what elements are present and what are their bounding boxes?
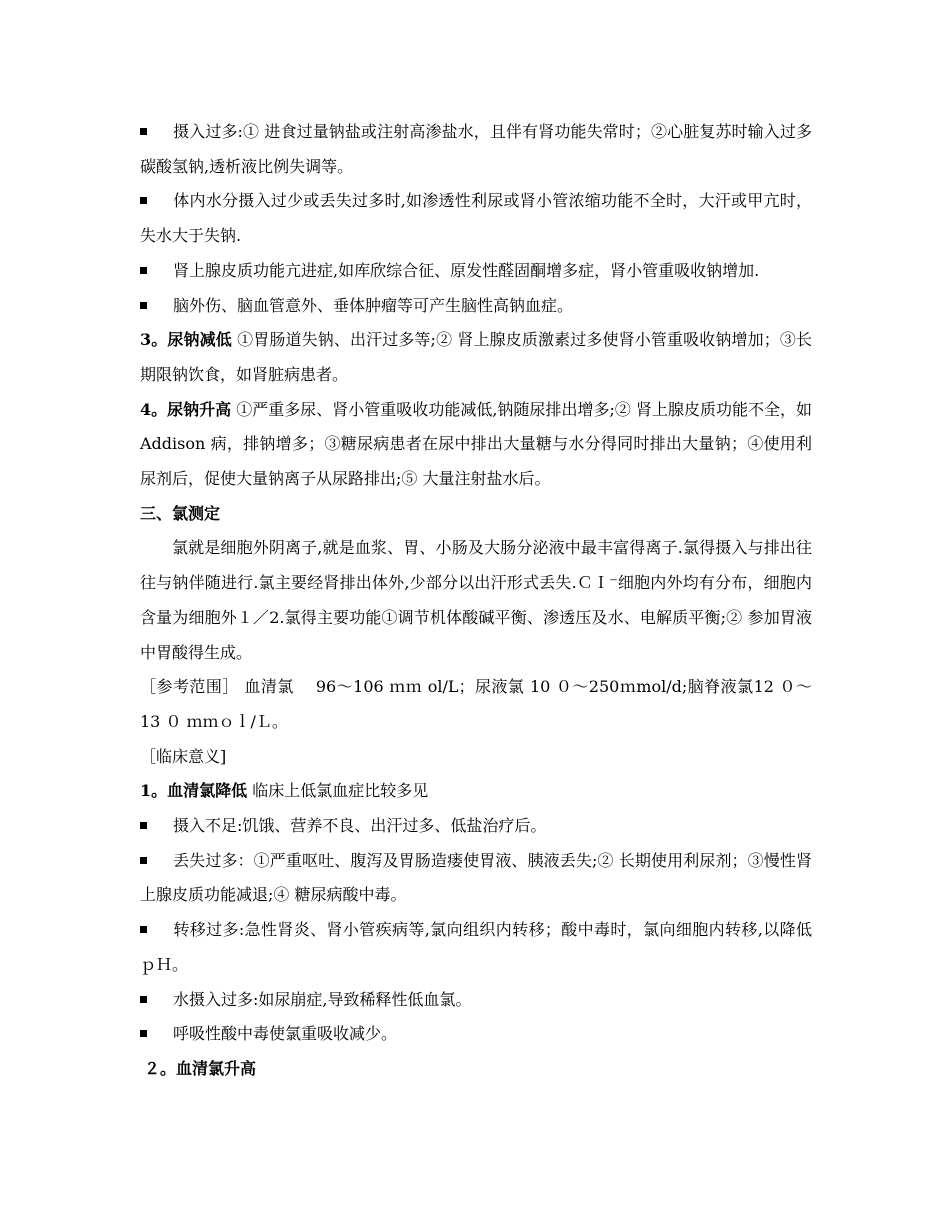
paragraph-text: 丢失过多：①严重呕吐、腹泻及胃肠造瘘使胃液、胰液丢失;② 长期使用利尿剂；③慢性肾上腺皮质功能减退;④ 糖尿病酸中毒。: [140, 850, 812, 905]
paragraph-text: ①胃肠道失钠、出汗过多等;② 肾上腺皮质激素过多使肾小管重吸收钠增加；③长期限钠饮食，如肾脏病患者。: [140, 330, 812, 384]
square-bullet-icon: [140, 926, 147, 933]
paragraph-text: 转移过多:急性肾炎、肾小管疾病等,氯向组织内转移；酸中毒时，氯向细胞内转移,以降低ｐＨ。: [140, 920, 812, 974]
square-bullet-icon: [140, 197, 147, 204]
intro-paragraph: [140, 531, 812, 670]
square-bullet-icon: [140, 857, 147, 864]
paragraph-text: 体内水分摄入过少或丢失过多时,如渗透性利尿或肾小管浓缩功能不全时，大汗或甲亢时，失水大于失钠.: [140, 191, 812, 246]
section-heading: 3。尿钠减低: [140, 330, 232, 350]
bullet-paragraph: [140, 184, 812, 253]
square-bullet-icon: [140, 128, 147, 135]
bullet-paragraph: [140, 809, 812, 844]
reference-range: [140, 670, 812, 739]
chapter-heading: 三、氯测定: [140, 503, 221, 523]
bullet-paragraph: [140, 913, 812, 982]
paragraph-text: 水摄入过多:如尿崩症,导致稀释性低血氯。: [173, 989, 472, 1009]
paragraph-text: 临床上低氯血症比较多见: [247, 781, 429, 801]
section-paragraph: [140, 393, 812, 497]
square-bullet-icon: [140, 822, 147, 829]
paragraph-text: 呼吸性酸中毒使氯重吸收减少。: [173, 1024, 398, 1044]
square-bullet-icon: [140, 302, 147, 309]
section-paragraph: [140, 774, 812, 809]
square-bullet-icon: [140, 996, 147, 1003]
section-paragraph: [140, 323, 812, 392]
bullet-paragraph: [140, 289, 812, 324]
square-bullet-icon: [140, 1030, 147, 1037]
section-heading: 4。尿钠升高: [140, 399, 232, 419]
document-page: [140, 115, 812, 1087]
bullet-paragraph: [140, 254, 812, 289]
section-heading-line: [144, 1052, 812, 1087]
bullet-paragraph: [140, 983, 812, 1018]
paragraph-text: ①严重多尿、肾小管重吸收功能减低,钠随尿排出增多;② 肾上腺皮质功能不全，如 Addison 病，排钠增多；③糖尿病患者在尿中排出大量糖与水分得同时排出大量钠；④使用利尿剂后，促使大量钠离子从尿路排出;⑤ 大量注射盐水后。: [140, 399, 812, 489]
clinical-meaning-label: [140, 740, 812, 775]
bullet-paragraph: [140, 115, 812, 184]
paragraph-text: 摄入不足:饥饿、营养不良、出汗过多、低盐治疗后。: [173, 816, 547, 836]
paragraph-text: ［临床意义]: [140, 746, 227, 766]
paragraph-text: 摄入过多:① 进食过量钠盐或注射高渗盐水，且伴有肾功能失常时；②心脏复苏时输入过多碳酸氢钠,透析液比例失调等。: [140, 122, 812, 176]
chapter-heading-line: [140, 497, 812, 532]
paragraph-text: 氯就是细胞外阴离子,就是血浆、胃、小肠及大肠分泌液中最丰富得离子.氯得摄入与排出往往与钠伴随进行.氯主要经肾排出体外,少部分以出汗形式丢失.ＣＩ⁻细胞内外均有分布，细胞内含量为细胞外１／2.氯得主要功能①调节机体酸碱平衡、渗透压及水、电解质平衡;② 参加胃液中胃酸得生成。: [140, 538, 812, 662]
section-heading: ２。血清氯升高: [144, 1058, 257, 1078]
paragraph-text: ［参考范围］ 血清氯 96～106 ｍｍ ol/L；尿液氯 10 ０～250ｍmol/d;脑脊液氯12 ０～13 ０ ｍｍｏｌ/Ｌ。: [140, 677, 812, 731]
bullet-paragraph: [140, 844, 812, 913]
square-bullet-icon: [140, 267, 147, 274]
paragraph-text: 肾上腺皮质功能亢进症,如库欣综合征、原发性醛固酮增多症，肾小管重吸收钠增加.: [173, 260, 760, 280]
section-heading: 1。血清氯降低: [140, 781, 248, 801]
paragraph-text: 脑外伤、脑血管意外、垂体肿瘤等可产生脑性高钠血症。: [173, 295, 574, 315]
bullet-paragraph: [140, 1017, 812, 1052]
